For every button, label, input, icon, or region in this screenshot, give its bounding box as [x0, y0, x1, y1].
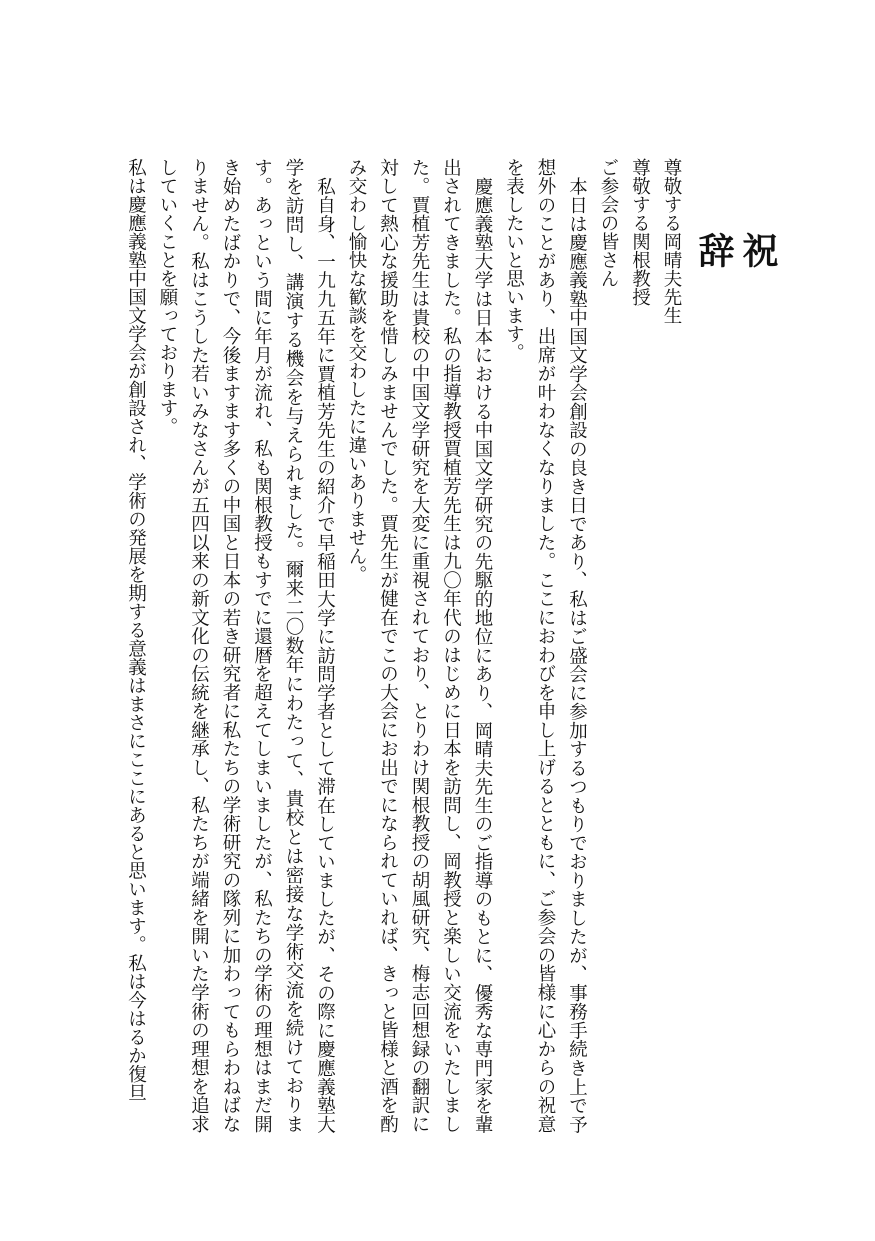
- paragraph: 私は慶應義塾中国文学会が創設され、学術の発展を期する意義はまさにここにあると思います。私は今はるか復旦: [125, 158, 147, 1102]
- vertical-text-body: [127, 158, 687, 1133]
- paragraph: 本日は慶應義塾中国文学会創設の良き日であり、私はご盛会に参加するつもりでおりましたが、事務手続き上で予想外のことがあり、出席が叶わなくなりました。ここにおわびを申し上げるとともに、ご参会の皆様に心からの祝意を表したいと思います。: [503, 158, 588, 1134]
- paragraph: 私自身、一九九五年に賈植芳先生の紹介で早稲田大学に訪問学者として滞在していましたが、その際に慶應義塾大学を訪問し、講演する機会を与えられました。爾来二〇数年にわたって、貴校とは密接な学術交流を続けております。あっという間に年月が流れ、私も関根教授もすでに還暦を超えてしまいましたが、私たちの学術の理想はまだ開き始めたばかりで、今後ますます多くの中国と日本の若き研究者に私たちの学術研究の隊列に加わってもらわねばなりません。私はこうした若いみなさんが五四以来の新文化の伝統を継承し、私たちが端緒を開いた学術の理想を追求していくことを願っております。: [157, 158, 336, 1134]
- salutation-line: 尊敬する岡晴夫先生: [661, 158, 682, 325]
- page-title: 祝 辞: [693, 232, 779, 404]
- paragraph: 慶應義塾大学は日本における中国文学研究の先駆的地位にあり、岡晴夫先生のご指導のもとに、優秀な専門家を輩出されてきました。私の指導教授賈植芳先生は九〇年代のはじめに日本を訪問し、岡教授と楽しい交流をいたしました。賈植芳先生は貴校の中国文学研究を大変に重視されており、とりわけ関根教授の胡風研究、梅志回想録の翻訳に対して熱心な援助を惜しみませんでした。賈先生が健在でこの大会にお出でになられていれば、きっと皆様と酒を酌み交わし愉快な歓談を交わしたに違いありません。: [346, 158, 493, 1134]
- salutation-line: 尊敬する関根教授: [629, 158, 651, 306]
- salutation-line: ご参会の皆さん: [598, 158, 619, 288]
